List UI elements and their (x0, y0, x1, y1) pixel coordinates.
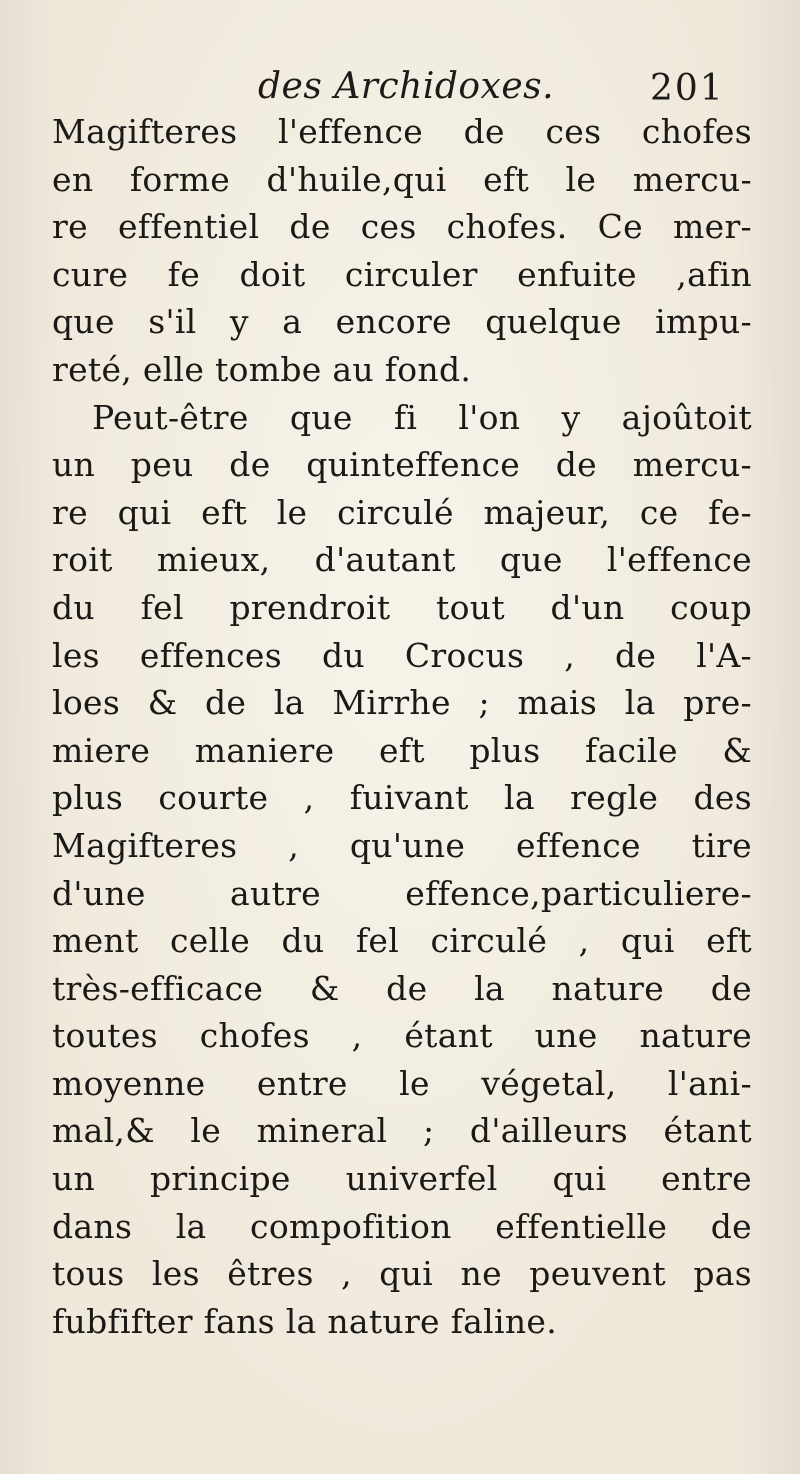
text-line: un peu de quinteffence de mercu- (52, 445, 752, 485)
text-line: Magifteres l'effence de ces chofes (52, 112, 752, 151)
running-title: des Archidoxes. (258, 66, 555, 107)
text-line: miere maniere eft plus facile & (52, 730, 752, 770)
text-line: un principe univerfel qui entre (52, 1159, 752, 1199)
text-line: toutes chofes , étant une nature (52, 1016, 752, 1056)
text-line: d'une autre effence,particuliere- (52, 873, 752, 913)
page-number: 201 (650, 68, 725, 109)
text-line: que s'il y a encore quelque impu- (52, 302, 752, 342)
text-line: moyenne entre le végetal, l'ani- (52, 1063, 752, 1103)
paragraph-first-line: Peut-être que fi l'on y ajoûtoit (92, 397, 752, 437)
paragraph-last-line: fubfifter fans la nature faline. (52, 1301, 558, 1341)
text-line: plus courte , fuivant la regle des (52, 778, 752, 818)
text-line: du fel prendroit tout d'un coup (52, 587, 752, 627)
text-line: très-efficace & de la nature de (52, 968, 752, 1008)
text-line: tous les êtres , qui ne peuvent pas (52, 1254, 752, 1294)
text-line: Magifteres , qu'une effence tire (52, 825, 752, 865)
body-text (52, 108, 752, 1345)
text-line: loes & de la Mirrhe ; mais la pre- (52, 683, 752, 723)
text-line: en forme d'huile,qui eft le mercu- (52, 159, 752, 199)
text-line: les effences du Crocus , de l'A- (52, 635, 752, 675)
text-line: re effentiel de ces chofes. Ce mer- (52, 207, 752, 247)
text-line: ment celle du fel circulé , qui eft (52, 921, 752, 961)
text-line: cure fe doit circuler enfuite ,afin (52, 254, 752, 294)
paragraph-last-line: reté, elle tombe au fond. (52, 349, 472, 389)
text-line: re qui eft le circulé majeur, ce fe- (52, 492, 752, 532)
text-line: mal,& le mineral ; d'ailleurs étant (52, 1111, 752, 1151)
text-line: dans la compofition effentielle de (52, 1206, 752, 1246)
text-line: roit mieux, d'autant que l'effence (52, 540, 752, 580)
